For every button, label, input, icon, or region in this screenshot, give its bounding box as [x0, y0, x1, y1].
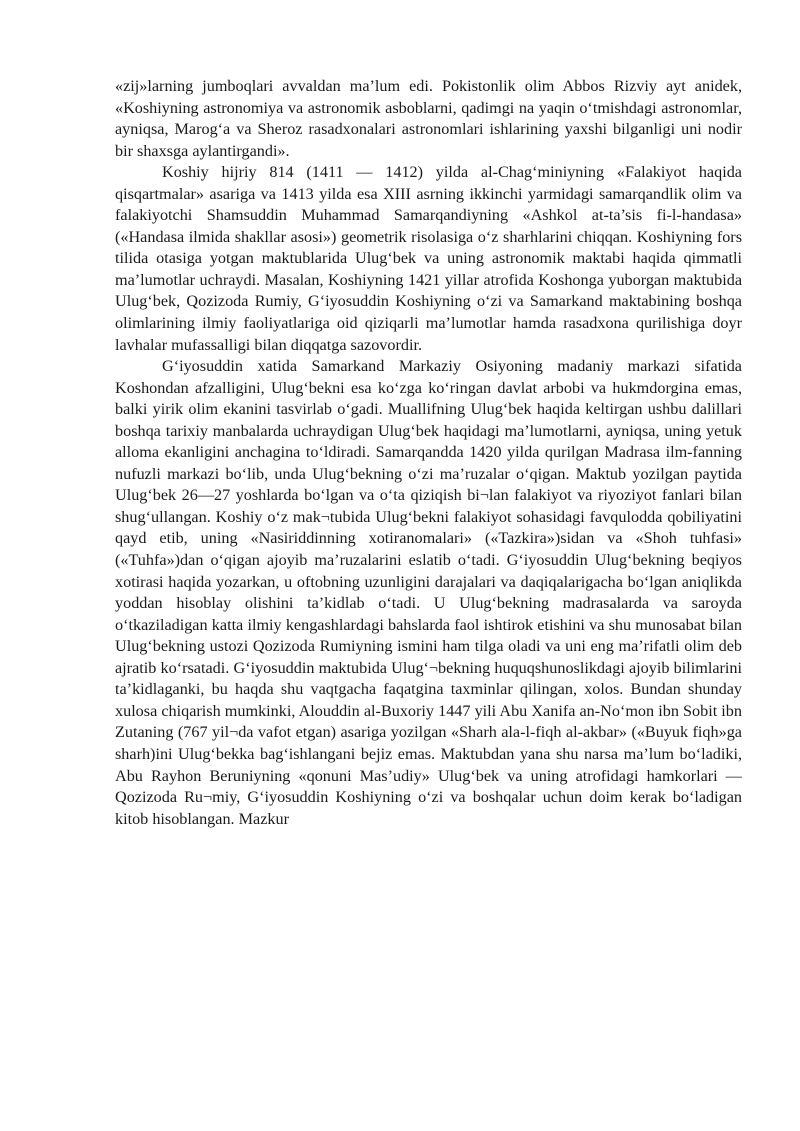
document-page [115, 76, 742, 830]
paragraph-1: «zij»larning jumboqlari avvaldan ma’lum edi. Pokistonlik olim Abbos Rizviy ayt anidek, «Koshiyning astronomiya va astronomik asboblarni, qadimgi na yaqin o‘tmishdagi astronomlar, ayniqsa, Marog‘a va Sheroz rasadxonalari astronomlari ishlarining yaxshi bilganligi uni nodir bir shaxsga aylantirgandi». [115, 77, 742, 160]
paragraph-3: G‘iyosuddin xatida Samarkand Markaziy Osiyoning madaniy markazi sifatida Koshondan afzalligini, Ulug‘bekni esa ko‘zga ko‘ringan davlat arbobi va hukmdorgina emas, balki yirik olim ekanini tasvirlab o‘gadi. Muallifning Ulug‘bek haqida keltirgan ushbu dalillari boshqa tarixiy manbalarda uchraydigan Ulug‘bek haqidagi ma’lumotlarni, ayniqsa, uning yetuk alloma ekanligini anchagina to‘ldiradi. Samarqandda 1420 yilda qurilgan Madrasa ilm-fanning nufuzli markazi bo‘lib, unda Ulug‘bekning o‘zi ma’ruzalar o‘qigan. Maktub yozilgan paytida Ulug‘bek 26—27 yoshlarda bo‘lgan va o‘ta qiziqish bi¬lan falakiyot va riyoziyot fanlari bilan shug‘ullangan. Koshiy o‘z mak¬tubida Ulug‘bekni falakiyot sohasidagi favqulodda qobiliyatini qayd etib, uning «Nasiriddinning xotiranomalari» («Tazkira»)sidan va «Shoh tuhfasi» («Tuhfa»)dan o‘qigan ajoyib ma’ruzalarini eslatib o‘tadi. G‘iyosuddin Ulug‘bekning beqiyos xotirasi haqida yozarkan, u oftobning uzunligini darajalari va daqiqalarigacha bo‘lgan aniqlikda yoddan hisoblay olishini ta’kidlab o‘tadi. U Ulug‘bekning madrasalarda va saroyda o‘tkaziladigan katta ilmiy kengashlardagi bahslarda faol ishtirok etishini va shu munosabat bilan Ulug‘bekning ustozi Qozizoda Rumiyning ismini ham tilga oladi va uni eng ma’rifatli olim deb ajratib ko‘rsatadi. G‘iyosuddin maktubida Ulug‘¬bekning huquqshunoslikdagi ajoyib bilimlarini ta’kidlaganki, bu haqda shu vaqtgacha faqatgina taxminlar qilingan, xolos. Bundan shunday xulosa chiqarish mumkinki, Alouddin al-Buxoriy 1447 yili Abu Xanifa an-No‘mon ibn Sobit ibn Zutaning (767 yil¬da vafot etgan) asariga yozilgan «Sharh ala-l-fiqh al-akbar» («Buyuk fiqh»ga sharh)ini Ulug‘bekka bag‘ishlangani bejiz emas. Maktubdan yana shu narsa ma’lum bo‘ladiki, Abu Rayhon Beruniyning «qonuni Mas’udiy» Ulug‘bek va uning atrofidagi hamkorlari — Qozizoda Ru¬miy, G‘iyosuddin Koshiyning o‘zi va boshqalar uchun doim kerak bo‘ladigan kitob hisoblangan. Mazkur [115, 357, 742, 828]
paragraph-2: Koshiy hijriy 814 (1411 — 1412) yilda al-Chag‘miniyning «Falakiyot haqida qisqartmalar» asariga va 1413 yilda esa XIII asrning ikkinchi yarmidagi samarqandlik olim va falakiyotchi Shamsuddin Muhammad Samarqandiyning «Ashkol at-ta’sis fi-l-handasa» («Handasa ilmida shakllar asosi») geometrik risolasiga o‘z sharhlarini chiqqan. Koshiyning fors tilida otasiga yotgan maktublarida Ulug‘bek va uning astronomik maktabi haqida qimmatli ma’lumotlar uchraydi. Masalan, Koshiyning 1421 yillar atrofida Koshonga yuborgan maktubida Ulug‘bek, Qozizoda Rumiy, G‘iyosuddin Koshiyning o‘zi va Samarkand maktabining boshqa olimlarining ilmiy faoliyatlariga oid qiziqarli ma’lumotlar hamda rasadxona qurilishiga doyr lavhalar mufassalligi bilan diqqatga sazovordir. [115, 163, 742, 354]
